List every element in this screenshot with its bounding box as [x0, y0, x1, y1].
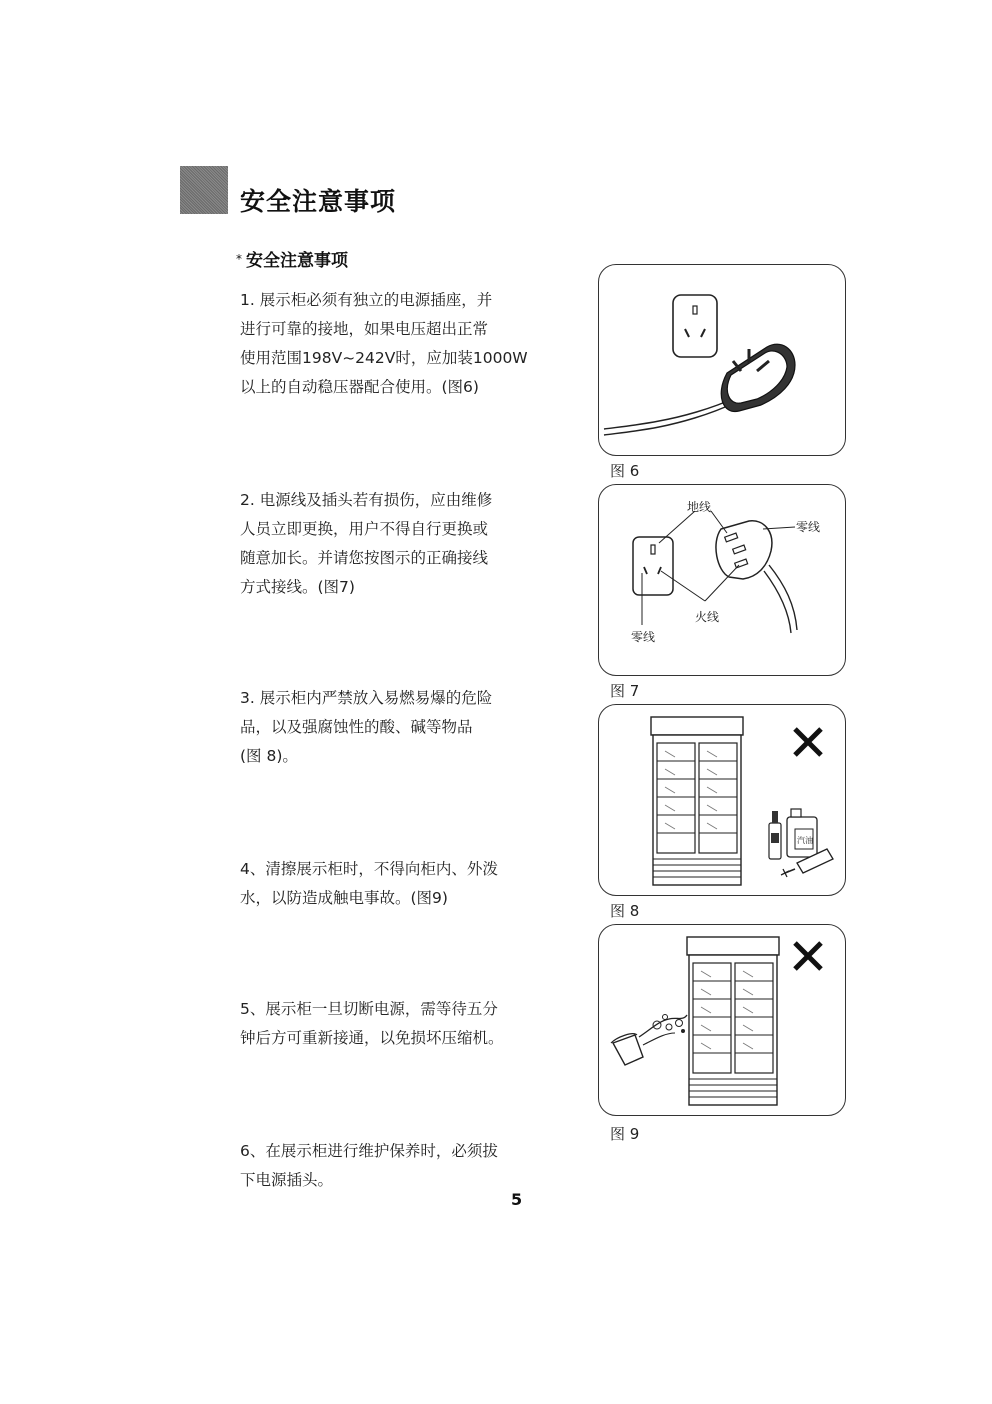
cabinet-water-icon: [599, 925, 845, 1115]
paragraph-line: 使用范围198V~242V时，应加装1000W: [240, 349, 528, 367]
paragraph-4: [240, 855, 550, 913]
paragraph-line: 下电源插头。: [240, 1171, 334, 1189]
paragraph-6: [240, 1137, 550, 1195]
figure-6-illustration: [598, 264, 846, 456]
page-title: 安全注意事项: [240, 187, 397, 216]
paragraph-line: 人员立即更换，用户不得自行更换或: [240, 520, 489, 538]
paragraph-line: (图 8)。: [240, 747, 298, 765]
label-live: 火线: [695, 610, 720, 624]
paragraph-line: 品，以及强腐蚀性的酸、碱等物品: [240, 718, 473, 736]
section-marker: [180, 166, 228, 214]
wiring-diagram-icon: [599, 485, 845, 675]
paragraph-line: 6、在展示柜进行维护保养时，必须拔: [240, 1142, 498, 1160]
paragraph-5: [240, 995, 550, 1053]
paragraph-line: 3. 展示柜内严禁放入易燃易爆的危险: [240, 689, 493, 707]
figure-9-caption: 图 9: [610, 1125, 640, 1143]
paragraph-line: 2. 电源线及插头若有损伤，应由维修: [240, 491, 493, 509]
label-ground: 地线: [687, 500, 712, 514]
figure-9-illustration: [598, 924, 846, 1116]
paragraph-line: 钟后方可重新接通，以免损坏压缩机。: [240, 1029, 504, 1047]
figure-8-caption: 图 8: [610, 902, 640, 920]
label-neutral-plug: 零线: [796, 520, 821, 534]
figure-8-illustration: [598, 704, 846, 896]
paragraph-line: 5、展示柜一旦切断电源，需等待五分: [240, 1000, 498, 1018]
paragraph-line: 4、清擦展示柜时，不得向柜内、外泼: [240, 860, 498, 878]
paragraph-line: 1. 展示柜必须有独立的电源插座，并: [240, 291, 493, 309]
paragraph-line: 进行可靠的接地，如果电压超出正常: [240, 320, 489, 338]
figure-7-illustration: [598, 484, 846, 676]
page-number: 5: [511, 1190, 523, 1209]
bullet-star: *: [236, 252, 242, 266]
can-label: 汽油: [797, 836, 813, 845]
cabinet-hazard-icon: [599, 705, 845, 895]
socket-plug-icon: [599, 265, 845, 455]
paragraph-1: [240, 286, 550, 402]
paragraph-3: [240, 684, 550, 771]
paragraph-line: 以上的自动稳压器配合使用。(图6): [240, 378, 479, 396]
sub-heading: [236, 246, 348, 271]
label-neutral-socket: 零线: [631, 630, 656, 644]
figure-7-caption: 图 7: [610, 682, 640, 700]
sub-heading-text: 安全注意事项: [246, 251, 348, 271]
paragraph-line: 随意加长。并请您按图示的正确接线: [240, 549, 489, 567]
paragraph-line: 方式接线。(图7): [240, 578, 355, 596]
paragraph-2: [240, 486, 550, 602]
figure-6-caption: 图 6: [610, 462, 640, 480]
paragraph-line: 水，以防造成触电事故。(图9): [240, 889, 448, 907]
